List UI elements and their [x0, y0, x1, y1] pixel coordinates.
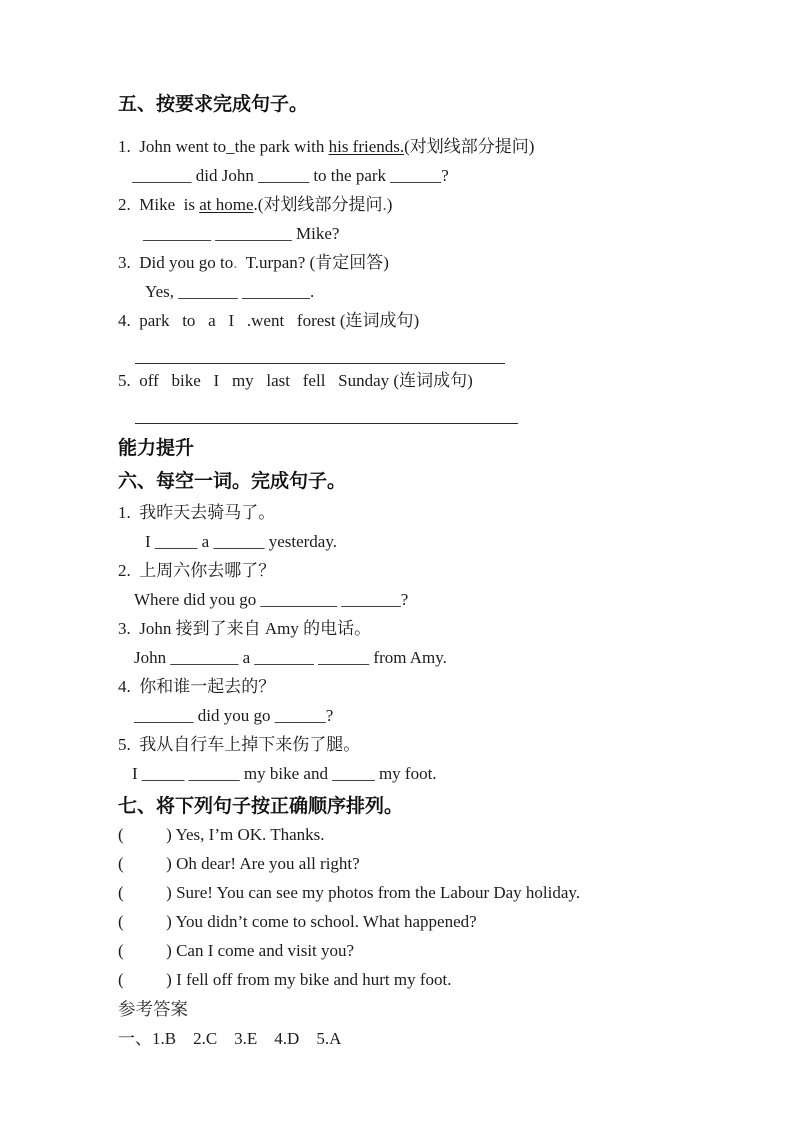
- answer-line: [118, 161, 735, 190]
- text-segment: 2. Mike is: [118, 195, 200, 214]
- text-segment: .: [233, 253, 238, 272]
- text-segment: T.urpan? (肯定回答): [237, 253, 389, 272]
- underlined-phrase: his friends.: [328, 137, 405, 156]
- answer-line: [118, 701, 735, 730]
- text-segment: ( ) Yes, I’m OK. Thanks.: [118, 825, 325, 844]
- text-segment: I _____ ______ my bike and _____ my foot.: [132, 764, 437, 783]
- order-row: [118, 966, 735, 995]
- question-line: [118, 556, 735, 585]
- text-segment: _______ did you go ______?: [134, 706, 334, 725]
- text-segment: .(对划线部分提问: [253, 195, 383, 214]
- answer-line: [118, 759, 735, 788]
- order-row: [118, 937, 735, 966]
- question-line: [118, 132, 735, 161]
- section-five-heading: 五、按要求完成句子。: [118, 94, 309, 115]
- section-six-heading: 六、每空一词。完成句子。: [118, 471, 347, 492]
- text-segment: 3. John 接到了来自 Amy 的电话。: [118, 619, 372, 638]
- text-segment: ( ) You didn’t come to school. What happened?: [118, 912, 477, 931]
- answer-line: [118, 219, 735, 248]
- order-row: [118, 908, 735, 937]
- text-segment: 1. 我昨天去骑马了。: [118, 503, 276, 522]
- order-row: [118, 821, 735, 850]
- text-segment: Yes, _______ ________.: [145, 282, 315, 301]
- ability-boost-heading: 能力提升: [118, 438, 195, 459]
- text-segment: ( ) Can I come and visit you?: [118, 941, 355, 960]
- question-line: [118, 248, 735, 277]
- answer-key-line: [118, 1023, 735, 1054]
- section-six: [118, 467, 735, 788]
- text-segment: 5. off bike I my last fell Sunday (连词成句): [118, 371, 473, 390]
- text-segment: ): [386, 195, 393, 214]
- text-segment: 4. 你和谁一起去的？: [118, 677, 276, 696]
- answer-line: [118, 643, 735, 672]
- section-seven-body: [118, 821, 735, 995]
- section-five-body: [118, 132, 735, 433]
- section-seven-heading: 七、将下列句子按正确顺序排列。: [118, 796, 404, 817]
- text-segment: ( ) Sure! You can see my photos from the Labour Day holiday.: [118, 883, 581, 902]
- reference-answers-heading: 参考答案: [118, 999, 188, 1019]
- text-segment: _______ did John ______ to the park ______?: [132, 166, 449, 185]
- section-five: [118, 90, 735, 433]
- question-line: [118, 366, 735, 395]
- text-segment: Where did you go _________ _______?: [134, 590, 409, 609]
- section-six-body: [118, 498, 735, 788]
- text-segment: ( ) Oh dear! Are you all right?: [118, 854, 360, 873]
- order-row: [118, 850, 735, 879]
- question-line: [118, 672, 735, 701]
- order-row: [118, 879, 735, 908]
- text-segment: .: [382, 195, 387, 214]
- answer-line: [118, 277, 735, 306]
- text-segment: 1. John went to_the park with: [118, 137, 329, 156]
- text-segment: ( ) I fell off from my bike and hurt my foot.: [118, 970, 452, 989]
- question-line: [118, 730, 735, 759]
- text-segment: ________ _________ Mike?: [143, 224, 340, 243]
- text-segment: 4. park to a I .went forest (连词成句): [118, 311, 420, 330]
- text-segment: (对划线部分提问): [404, 137, 535, 156]
- question-line: [118, 498, 735, 527]
- question-line: [118, 190, 735, 219]
- text-segment: 3. Did you go to: [118, 253, 234, 272]
- text-segment: I _____ a ______ yesterday.: [145, 532, 337, 551]
- text-segment: John ________ a _______ ______ from Amy.: [134, 648, 447, 667]
- text-segment: 2. 上周六你去哪了？: [118, 561, 276, 580]
- question-line: [118, 614, 735, 643]
- question-line: [118, 306, 735, 335]
- write-on-rule: [118, 402, 735, 433]
- section-seven: [118, 792, 735, 995]
- reference-answers-body: [118, 1023, 735, 1054]
- blank-rule: [135, 342, 505, 364]
- blank-rule: [135, 402, 518, 424]
- answer-line: [118, 527, 735, 556]
- answer-line: [118, 585, 735, 614]
- reference-answers: [118, 995, 735, 1054]
- ability-boost-subheader: [118, 434, 735, 463]
- underlined-phrase: at home: [199, 195, 254, 214]
- text-segment: 一、1.B 2.C 3.E 4.D 5.A: [118, 1029, 342, 1048]
- text-segment: 5. 我从自行车上掉下来伤了腿。: [118, 735, 361, 754]
